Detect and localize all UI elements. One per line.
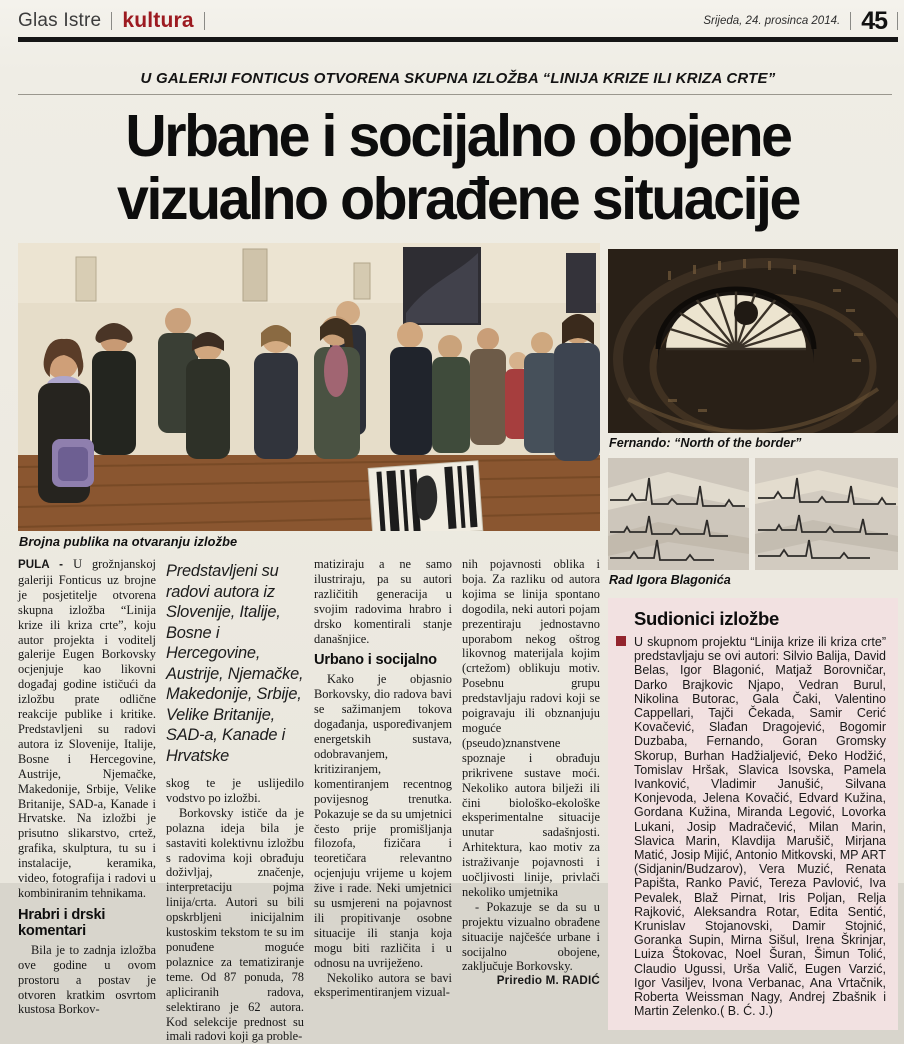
participants-list: U skupnom projektu “Linija krize ili kriza crte” predstavljaju se ovi autori: Silvio Balija, David Belas, Igor Blagonić, Matjaž Borovničar, Darko Brajkovic Njapo, Vedran Burul, Nikolina Butorac, Gala Čaki, Valentino Cappellari, Tajči Čekada, Samir Cerić Kovačević, Slađan Dragojević, Bogomir Duzbaba, Fernando, Goran Gromsky Skorup, Burhan Hadžialjević, Đeko Hodžić, Tomislav Hršak, Slavica Isovska, Pamela Ivanković, Vladimir Janušić, Silvana Konjevoda, Jelena Kovačić, Edvard Kužina, Gordana Kužina, Miranda Legović, Lovorka Lukani, Josip Madračević, Milan Marin, Slavica Marin, Klavdija Marušič, Mirjana Matić, Josip Mijić, Antonio Mitkovski, MP ART (Sidjanin/Budzarov), Vera Muzić, Renata Papišta, Ranko Pavić, Tereza Pavlović, Iva Pevalek, Blaž Pirnat, Iris Poljan, Relja Rajković, Aleksandra Rotar, Edita Sentić, Krunislav Stojanovski, Damir Stojnić, Goranka Supin, Mirna Sišul, Irena Škrinjar, Luiza Štokovac, Noel Šuran, Šimun Tolić, Claudio Ugussi, Urša Valič, Eugen Varzić, Igor Vasiljev, Ivona Verbanac, Ana Vrtačnik, Roberta Weissman Nagy, Andrej Zbašnik i Martin Zelenko.( B. Ć. J.) (634, 635, 886, 1019)
masthead (18, 8, 898, 34)
article-zone (18, 243, 600, 1044)
fernando-caption: Fernando: “North of the border” (609, 436, 802, 450)
article-paragraph: nih pojavnosti oblika i boja. Za razliku od autora kojima se linija spontano dogodila, neki autori pojam prezentiraju jednostavno uporabom nekog oštrog likovnog materijala kojim (crtežom) oblikuju motiv. Posebnu grupu predstavljaju radovi koji se poigravaju ili obznanjuju moguće (pseudo)znanstvene spoznaje i obrađuju prikrivene sustave moći. Nekoliko autora bilježi ili čini biološko-ekološke eksperimentalne situacije unutar sadašnjosti. Arhitektura, kao motiv za istraživanje pojavnosti i uočljivosti linije, privlači nekoliko umjetnika (462, 557, 600, 899)
article-paragraph: Nekoliko autora se bavi eksperimentiranjem vizual- (314, 970, 452, 1000)
article-paragraph: skog te je uslijedilo vodstvo po izložbi. (166, 776, 304, 805)
article-paragraph: - Pokazuje se da su u projektu vizualno obrađene situacije najčešće urbane i socijalno obojene, zaključuje Borkovsky. Priredio M. RADIĆ (462, 899, 600, 988)
fernando-photo (608, 249, 898, 433)
main-photo-caption: Brojna publika na otvaranju izložbe (19, 534, 238, 549)
divider-bar (850, 12, 851, 30)
byline: Priredio M. RADIĆ (496, 974, 600, 988)
kicker: U GALERIJI FONTICUS OTVORENA SKUPNA IZLOŽBA “LINIJA KRIZE ILI KRIZA CRTE” (140, 70, 776, 87)
article-paragraph: Borkovsky ističe da je polazna ideja bila je sastaviti kolektivnu izložbu s radovima koji obrađuju doživljaj, značenje, interpretaciju pojma linija/crta. Autori su bili opskrbljeni inicijalnim kustoskim tekstom te su im ponuđene moguće polaznice za tematiziranje teme. Od 87 ponuda, 78 apliciranih radova, selektirano je 62 autora. Kod selekcije prednost su imali radovi koji ga proble- (166, 805, 304, 1044)
divider-bar (897, 12, 898, 30)
fernando-illustration (608, 249, 898, 433)
article-paragraph: PULA - U grožnjanskoj galeriji Fonticus uz brojne je posjetitelje otvorena skupna izložba “Linija krize ili kriza crte”, koju autor projekta i voditelj galerije Eugen Borkovsky ocjenjuje kao likovni događaj godine ističući da izložbu prate odlične reakcije publike i kritike. Predstavljeni su radovi autora iz Slovenije, Italije, Bosne i Hercegovine, Austrije, Njemačke, Makedonije, Srbije, Velike Britanije, SAD-a, Kanade i Hrvatske. Na izložbi je prisutno slikarstvo, crtež, grafika, skulptura, tu su i instalacije, keramika, video, fotografija i radovi u kombiniranim tehnikama. (18, 557, 156, 900)
gallery-crowd-illustration (18, 243, 600, 531)
kicker-rule (18, 94, 892, 95)
section-name: kultura (122, 9, 194, 32)
divider-bar (204, 12, 205, 30)
right-rail (608, 243, 898, 1044)
masthead-right (703, 7, 898, 36)
artwork-photo-fernando (608, 249, 898, 450)
column-subhead: Urbano i socijalno (314, 652, 437, 669)
column-subhead: Hrabri i drski komentari (18, 906, 106, 939)
masthead-left (18, 9, 205, 33)
gallery-crowd-photo (18, 243, 600, 531)
article-paragraph: matiziraju a ne samo ilustriraju, pa su autori različitih generacija u svojim radovima hrabro i drsko komentirali stanje današnjice. (314, 557, 452, 646)
headline (31, 105, 885, 231)
blagonic-caption: Rad Igora Blagonića (609, 573, 731, 587)
article-paragraph: Kako je objasnio Borkovsky, dio radova bavi se sažimanjem tokova događanja, uspoređivanjem energetskih sustava, odobravanjem, kritiziranjem, komentiranjem recentnog povijesnog trenutka. Pokazuje se da su umjetnici često prije promišljanja filozofa, fizičara i teoretičara relevantno ocjenjuju vrijeme u kojem žive i rade. Neki umjetnici su usmjereni na pojavnost ili propitivanje osobne situacije ili stanja koja mogu biti različita i u odnosu na uvriježeno. (314, 672, 452, 970)
article-column-1 (18, 557, 156, 1044)
article-column-2 (166, 557, 304, 1044)
page-number: 45 (861, 6, 887, 35)
divider-bar (111, 12, 112, 30)
article-column-4 (462, 557, 600, 1044)
dateline: PULA - (18, 558, 74, 571)
content (18, 243, 898, 1044)
article-columns (18, 557, 600, 1044)
headline-line1: Urbane i socijalno obojene (125, 103, 791, 169)
headline-line2: vizualno obrađene situacije (117, 166, 799, 232)
article-paragraph: Bila je to zadnja izložba ove godine u ovom prostoru a postav je otvoren kratkim osvrtom kustosa Borkov- (18, 942, 156, 1017)
main-photo (18, 243, 600, 549)
artwork-photo-blagonic (608, 458, 898, 587)
blagonic-photo (608, 458, 898, 570)
article-column-3 (314, 557, 452, 1044)
participants-box-title: Sudionici izložbe (634, 608, 779, 629)
masthead-rule (18, 37, 898, 42)
issue-date: Srijeda, 24. prosinca 2014. (703, 15, 841, 27)
participants-box (608, 598, 898, 1030)
blagonic-illustration (608, 458, 898, 570)
red-square-bullet (616, 636, 626, 646)
standfirst: Predstavljeni su radovi autora iz Slovenije, Italije, Bosne i Hercegovine, Austrije, Njemačke, Makedonije, Srbije, Velike Britanije, SAD-a, Kanade i Hrvatske (166, 562, 304, 765)
paper-name: Glas Istre (18, 10, 102, 31)
